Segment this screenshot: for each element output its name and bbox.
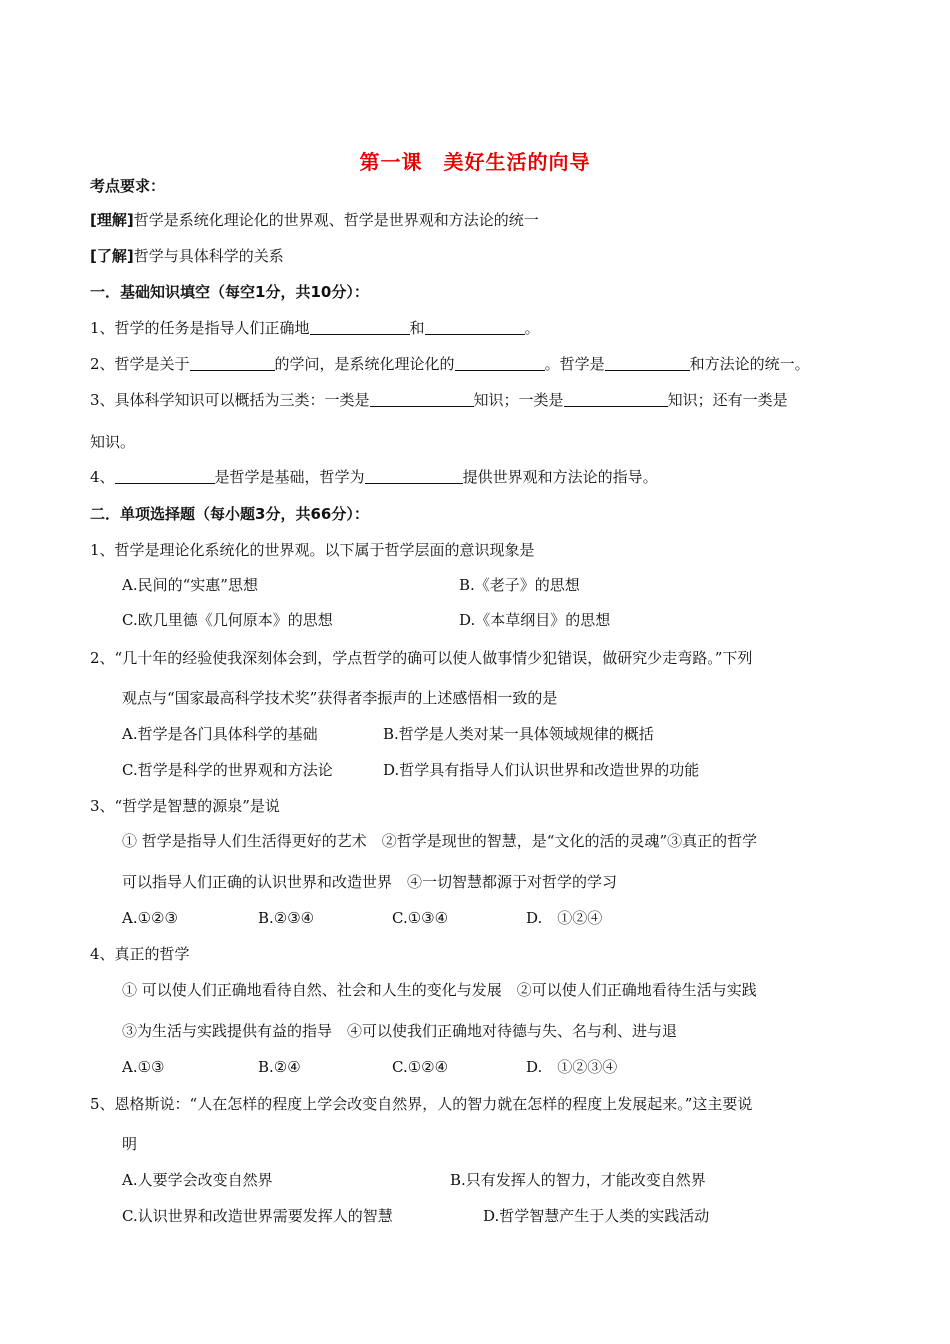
- option-d[interactable]: D. ①②③④: [526, 1058, 618, 1076]
- fill-question-1: [90, 318, 540, 338]
- choice-question-3-statements: ① 哲学是指导人们生活得更好的艺术 ②哲学是现世的智慧，是“文化的活的灵魂”③真正的哲学: [122, 832, 758, 850]
- page-title: 第一课 美好生活的向导: [359, 150, 591, 174]
- answer-blank[interactable]: [370, 390, 474, 407]
- choice-question-5-stem-cont: 明: [122, 1135, 138, 1153]
- q-text: 知识；一类是: [473, 391, 564, 409]
- q-text: 知识；还有一类是: [667, 391, 788, 409]
- requirement-know: [90, 246, 284, 266]
- option-a[interactable]: A.①②③: [122, 909, 178, 927]
- q-text: 。哲学是: [544, 355, 605, 373]
- option-c[interactable]: C.欧几里德《几何原本》的思想: [122, 611, 333, 629]
- q-text: 提供世界观和方法论的指导。: [462, 468, 658, 486]
- choice-question-2-stem: 2、“几十年的经验使我深刻体会到，学点哲学的确可以使人做事情少犯错误，做研究少走弯路。”下列: [90, 649, 753, 667]
- q-text: 和方法论的统一。: [689, 355, 810, 373]
- option-a[interactable]: A.民间的“实惠”思想: [122, 576, 258, 594]
- answer-blank[interactable]: [190, 354, 275, 371]
- option-a[interactable]: A.哲学是各门具体科学的基础: [122, 725, 318, 743]
- q-text: 的学问，是系统化理论化的: [274, 355, 455, 373]
- understand-tag: [理解]: [90, 211, 134, 229]
- answer-blank[interactable]: [115, 467, 215, 484]
- choice-question-5-stem: 5、恩格斯说：“人在怎样的程度上学会改变自然界，人的智力就在怎样的程度上发展起来。”这主要说: [90, 1095, 753, 1113]
- fill-question-4: [90, 467, 658, 487]
- option-d[interactable]: D.哲学智慧产生于人类的实践活动: [483, 1207, 710, 1225]
- fill-question-3: [90, 390, 788, 410]
- q-text: 。: [524, 319, 540, 337]
- option-b[interactable]: B.②④: [258, 1058, 301, 1076]
- choice-question-2-stem-cont: 观点与“国家最高科学技术奖”获得者李振声的上述感悟相一致的是: [122, 689, 558, 707]
- requirements-heading: 考点要求：: [90, 177, 166, 195]
- answer-blank[interactable]: [564, 390, 668, 407]
- option-b[interactable]: B.《老子》的思想: [459, 576, 580, 594]
- option-b[interactable]: B.哲学是人类对某一具体领域规律的概括: [383, 725, 654, 743]
- option-b[interactable]: B.②③④: [258, 909, 315, 927]
- answer-blank[interactable]: [365, 467, 463, 484]
- q-text: 1、哲学的任务是指导人们正确地: [90, 319, 310, 337]
- q-text: 是哲学是基础，哲学为: [214, 468, 365, 486]
- choice-question-3-statements-cont: 可以指导人们正确的认识世界和改造世界 ④一切智慧都源于对哲学的学习: [122, 873, 618, 891]
- choice-question-4-statements-cont: ③为生活与实践提供有益的指导 ④可以使我们正确地对待德与失、名与利、进与退: [122, 1022, 678, 1040]
- option-d[interactable]: D.哲学具有指导人们认识世界和改造世界的功能: [383, 761, 700, 779]
- option-c[interactable]: C.①②④: [392, 1058, 449, 1076]
- answer-blank[interactable]: [605, 354, 690, 371]
- answer-blank[interactable]: [310, 318, 410, 335]
- q-text: 和: [409, 319, 425, 337]
- requirement-understand: [90, 210, 539, 230]
- option-b[interactable]: B.只有发挥人的智力，才能改变自然界: [450, 1171, 706, 1189]
- option-d[interactable]: D.《本草纲目》的思想: [459, 611, 611, 629]
- answer-blank[interactable]: [425, 318, 525, 335]
- know-tag: [了解]: [90, 247, 134, 265]
- option-c[interactable]: C.①③④: [392, 909, 449, 927]
- fill-question-3-cont: 知识。: [90, 433, 136, 451]
- option-c[interactable]: C.哲学是科学的世界观和方法论: [122, 761, 333, 779]
- q-text: 4、: [90, 468, 115, 486]
- choice-question-4-stem: 4、真正的哲学: [90, 945, 190, 963]
- understand-text: 哲学是系统化理论化的世界观、哲学是世界观和方法论的统一: [133, 211, 539, 229]
- section2-heading: 二．单项选择题（每小题3分，共66分）：: [90, 505, 369, 523]
- option-a[interactable]: A.人要学会改变自然界: [122, 1171, 273, 1189]
- q-text: 3、具体科学知识可以概括为三类：一类是: [90, 391, 370, 409]
- fill-question-2: [90, 354, 810, 374]
- option-c[interactable]: C.认识世界和改造世界需要发挥人的智慧: [122, 1207, 393, 1225]
- option-d[interactable]: D. ①②④: [526, 909, 603, 927]
- section1-heading: 一．基础知识填空（每空1分，共10分）：: [90, 283, 369, 301]
- option-a[interactable]: A.①③: [122, 1058, 165, 1076]
- choice-question-3-stem: 3、“哲学是智慧的源泉”是说: [90, 797, 280, 815]
- know-text: 哲学与具体科学的关系: [133, 247, 284, 265]
- answer-blank[interactable]: [455, 354, 545, 371]
- choice-question-1-stem: 1、哲学是理论化系统化的世界观。以下属于哲学层面的意识现象是: [90, 541, 535, 559]
- q-text: 2、哲学是关于: [90, 355, 190, 373]
- choice-question-4-statements: ① 可以使人们正确地看待自然、社会和人生的变化与发展 ②可以使人们正确地看待生活与实践: [122, 981, 757, 999]
